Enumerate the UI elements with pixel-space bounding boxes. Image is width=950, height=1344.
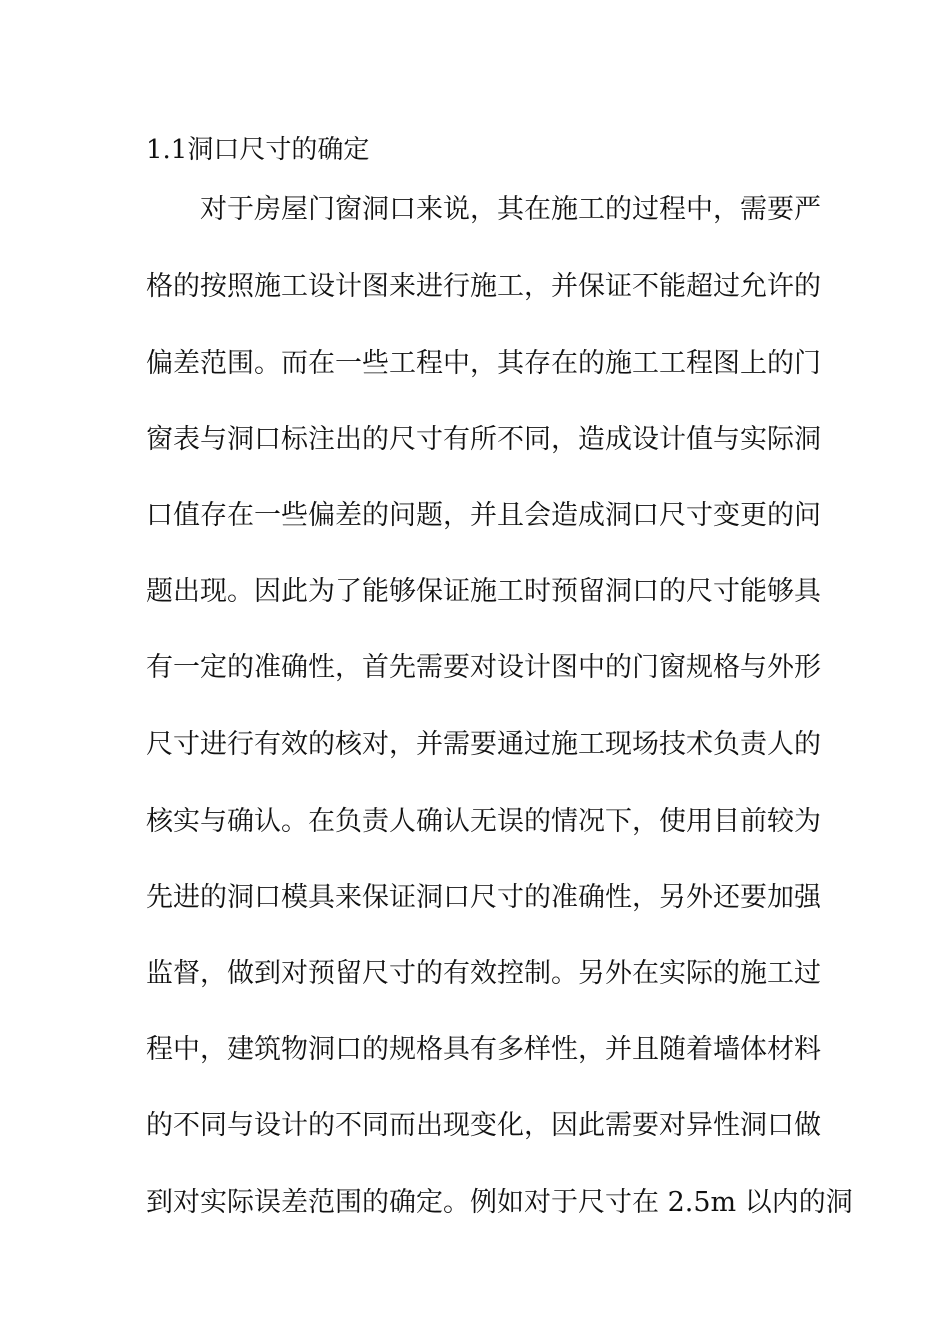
paragraph-line: 格的按照施工设计图来进行施工，并保证不能超过允许的 bbox=[146, 271, 821, 302]
paragraph-line: 题出现。因此为了能够保证施工时预留洞口的尺寸能够具 bbox=[146, 576, 821, 607]
paragraph-line: 程中，建筑物洞口的规格具有多样性，并且随着墙体材料 bbox=[146, 1034, 821, 1065]
paragraph-line: 监督，做到对预留尺寸的有效控制。另外在实际的施工过 bbox=[146, 958, 821, 989]
paragraph-line: 偏差范围。而在一些工程中，其存在的施工工程图上的门 bbox=[146, 348, 821, 379]
paragraph-line: 有一定的准确性，首先需要对设计图中的门窗规格与外形 bbox=[146, 652, 821, 683]
paragraph-line: 对于房屋门窗洞口来说，其在施工的过程中，需要严 bbox=[200, 194, 821, 225]
paragraph-line: 先进的洞口模具来保证洞口尺寸的准确性，另外还要加强 bbox=[146, 882, 821, 913]
paragraph-line: 尺寸进行有效的核对，并需要通过施工现场技术负责人的 bbox=[146, 729, 821, 760]
paragraph-line: 核实与确认。在负责人确认无误的情况下，使用目前较为 bbox=[146, 806, 821, 837]
paragraph-line: 的不同与设计的不同而出现变化，因此需要对异性洞口做 bbox=[146, 1110, 821, 1141]
paragraph-line: 口值存在一些偏差的问题，并且会造成洞口尺寸变更的问 bbox=[146, 500, 821, 531]
paragraph-line: 窗表与洞口标注出的尺寸有所不同，造成设计值与实际洞 bbox=[146, 424, 821, 455]
paragraph-line: 到对实际误差范围的确定。例如对于尺寸在 2.5m 以内的洞 bbox=[146, 1187, 853, 1218]
section-heading: 1.1洞口尺寸的确定 bbox=[146, 135, 370, 165]
